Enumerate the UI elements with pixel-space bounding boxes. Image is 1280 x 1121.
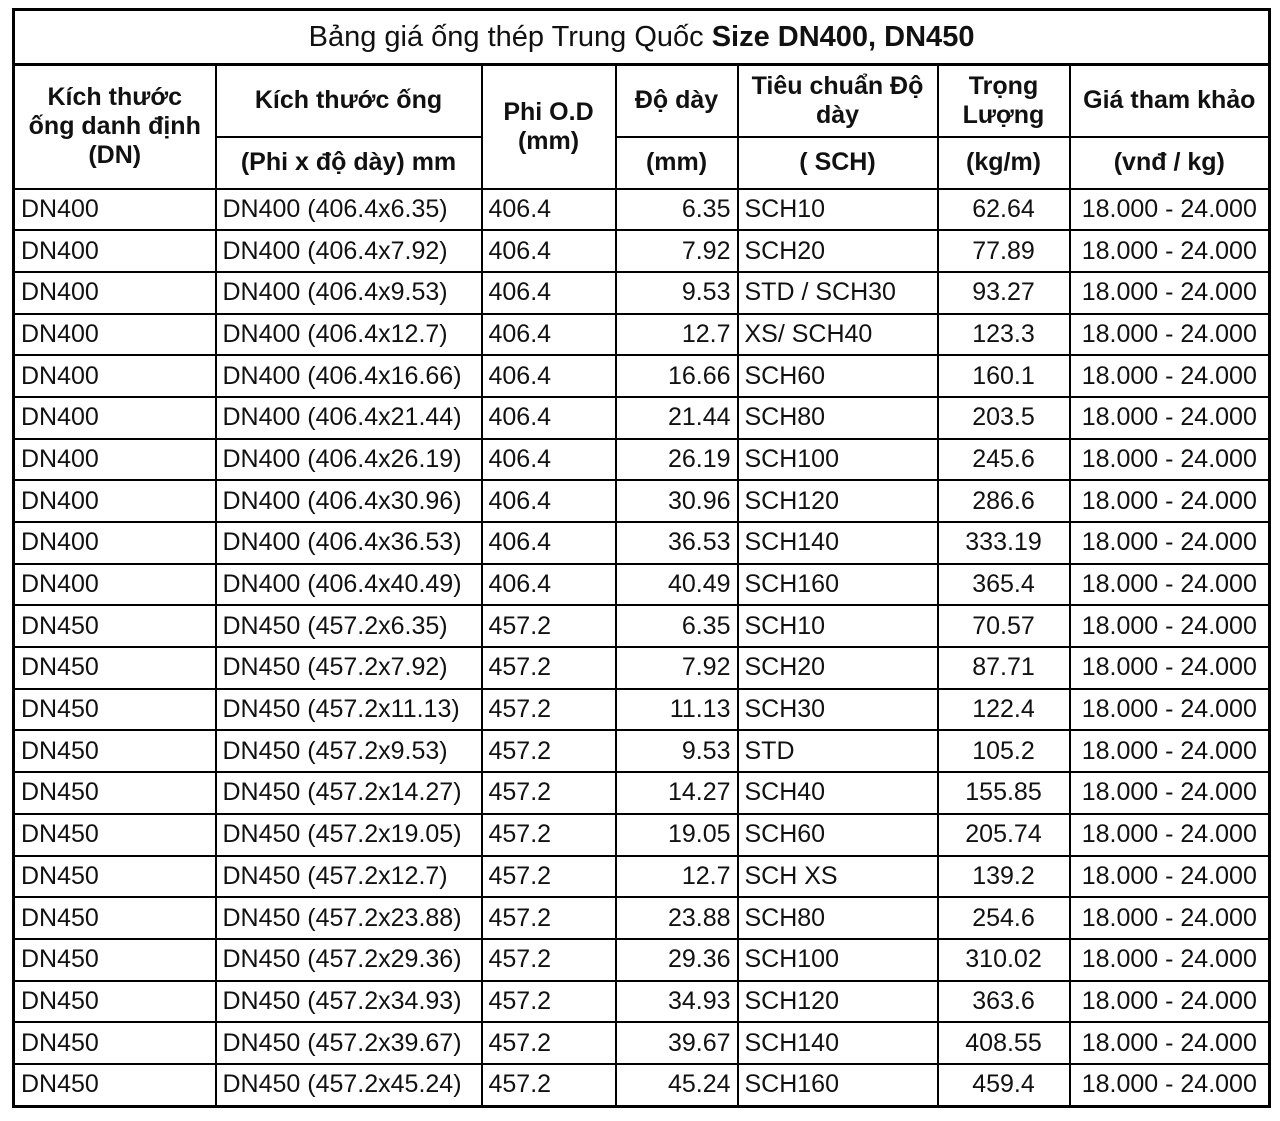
cell-price: 18.000 - 24.000 [1070,939,1270,981]
header-price: Giá tham khảo [1070,65,1270,137]
cell-od: 457.2 [482,939,616,981]
cell-weight: 62.64 [938,189,1070,231]
cell-dn: DN450 [14,939,216,981]
cell-price: 18.000 - 24.000 [1070,814,1270,856]
cell-sch: SCH140 [738,522,938,564]
cell-od: 457.2 [482,1022,616,1064]
cell-sch: SCH80 [738,397,938,439]
cell-thickness: 36.53 [616,522,738,564]
cell-od: 457.2 [482,605,616,647]
cell-dn: DN400 [14,439,216,481]
header-dn-line1: Kích thước [47,83,182,112]
cell-price: 18.000 - 24.000 [1070,230,1270,272]
cell-od: 457.2 [482,1064,616,1106]
cell-od: 457.2 [482,856,616,898]
table-row [14,605,1270,647]
cell-sch: SCH60 [738,814,938,856]
cell-od: 406.4 [482,439,616,481]
cell-dn: DN400 [14,480,216,522]
cell-price: 18.000 - 24.000 [1070,272,1270,314]
cell-weight: 365.4 [938,564,1070,606]
cell-size: DN450 (457.2x12.7) [216,856,482,898]
cell-price: 18.000 - 24.000 [1070,730,1270,772]
cell-sch: SCH100 [738,439,938,481]
cell-size: DN400 (406.4x40.49) [216,564,482,606]
cell-price: 18.000 - 24.000 [1070,772,1270,814]
table-row [14,355,1270,397]
cell-od: 457.2 [482,814,616,856]
cell-sch: XS/ SCH40 [738,314,938,356]
cell-price: 18.000 - 24.000 [1070,1022,1270,1064]
cell-size: DN400 (406.4x16.66) [216,355,482,397]
cell-weight: 254.6 [938,897,1070,939]
header-size: Kích thước ống [216,65,482,137]
cell-dn: DN450 [14,981,216,1023]
table-row [14,647,1270,689]
cell-price: 18.000 - 24.000 [1070,647,1270,689]
header-sch-line1: Tiêu chuẩn Độ [751,71,924,100]
cell-sch: SCH120 [738,981,938,1023]
table-row [14,772,1270,814]
cell-weight: 123.3 [938,314,1070,356]
cell-sch: SCH160 [738,1064,938,1106]
header-dn [14,65,216,189]
cell-price: 18.000 - 24.000 [1070,856,1270,898]
cell-weight: 122.4 [938,689,1070,731]
cell-price: 18.000 - 24.000 [1070,480,1270,522]
cell-sch: SCH60 [738,355,938,397]
table-row [14,1064,1270,1106]
cell-dn: DN400 [14,272,216,314]
cell-size: DN450 (457.2x45.24) [216,1064,482,1106]
cell-sch: SCH30 [738,689,938,731]
cell-weight: 363.6 [938,981,1070,1023]
cell-dn: DN450 [14,856,216,898]
cell-thickness: 12.7 [616,856,738,898]
cell-dn: DN450 [14,605,216,647]
cell-thickness: 11.13 [616,689,738,731]
cell-size: DN450 (457.2x34.93) [216,981,482,1023]
table-row [14,230,1270,272]
cell-weight: 77.89 [938,230,1070,272]
cell-thickness: 6.35 [616,605,738,647]
cell-thickness: 7.92 [616,647,738,689]
header-od [482,65,616,189]
cell-price: 18.000 - 24.000 [1070,314,1270,356]
cell-weight: 105.2 [938,730,1070,772]
cell-sch: SCH20 [738,230,938,272]
cell-weight: 203.5 [938,397,1070,439]
table-row [14,814,1270,856]
table-row [14,439,1270,481]
cell-price: 18.000 - 24.000 [1070,522,1270,564]
cell-thickness: 12.7 [616,314,738,356]
cell-od: 406.4 [482,230,616,272]
cell-size: DN400 (406.4x9.53) [216,272,482,314]
table-row [14,564,1270,606]
cell-dn: DN400 [14,189,216,231]
cell-od: 457.2 [482,772,616,814]
cell-thickness: 23.88 [616,897,738,939]
cell-dn: DN450 [14,1022,216,1064]
table-row [14,480,1270,522]
cell-od: 406.4 [482,355,616,397]
cell-dn: DN450 [14,1064,216,1106]
header-thickness: Độ dày [616,65,738,137]
cell-weight: 70.57 [938,605,1070,647]
cell-weight: 286.6 [938,480,1070,522]
header-size-unit: (Phi x độ dày) mm [216,137,482,189]
cell-weight: 205.74 [938,814,1070,856]
table-row [14,689,1270,731]
cell-sch: STD / SCH30 [738,272,938,314]
cell-price: 18.000 - 24.000 [1070,439,1270,481]
cell-sch: SCH120 [738,480,938,522]
cell-weight: 408.55 [938,1022,1070,1064]
cell-weight: 245.6 [938,439,1070,481]
table-row [14,730,1270,772]
table-row [14,1022,1270,1064]
cell-price: 18.000 - 24.000 [1070,564,1270,606]
cell-thickness: 7.92 [616,230,738,272]
cell-sch: SCH160 [738,564,938,606]
cell-sch: SCH80 [738,897,938,939]
cell-weight: 459.4 [938,1064,1070,1106]
cell-price: 18.000 - 24.000 [1070,981,1270,1023]
cell-weight: 160.1 [938,355,1070,397]
cell-dn: DN400 [14,564,216,606]
cell-thickness: 9.53 [616,730,738,772]
header-price-unit: (vnđ / kg) [1070,137,1270,189]
cell-sch: SCH10 [738,605,938,647]
cell-weight: 333.19 [938,522,1070,564]
cell-od: 457.2 [482,689,616,731]
cell-dn: DN400 [14,355,216,397]
cell-price: 18.000 - 24.000 [1070,355,1270,397]
table-title [14,10,1270,65]
cell-od: 457.2 [482,897,616,939]
cell-thickness: 34.93 [616,981,738,1023]
cell-size: DN400 (406.4x6.35) [216,189,482,231]
cell-od: 406.4 [482,272,616,314]
cell-thickness: 21.44 [616,397,738,439]
cell-sch: SCH40 [738,772,938,814]
cell-od: 406.4 [482,564,616,606]
header-sch [738,65,938,137]
cell-dn: DN450 [14,689,216,731]
header-od-line2: (mm) [517,126,580,155]
cell-od: 406.4 [482,314,616,356]
cell-dn: DN400 [14,397,216,439]
cell-dn: DN450 [14,730,216,772]
table-row [14,272,1270,314]
cell-thickness: 6.35 [616,189,738,231]
table-title-bold: Size DN400, DN450 [711,20,975,53]
cell-thickness: 39.67 [616,1022,738,1064]
cell-price: 18.000 - 24.000 [1070,689,1270,731]
cell-thickness: 16.66 [616,355,738,397]
cell-od: 457.2 [482,730,616,772]
price-table-container [12,8,1268,1108]
cell-size: DN450 (457.2x19.05) [216,814,482,856]
cell-od: 406.4 [482,522,616,564]
cell-size: DN450 (457.2x6.35) [216,605,482,647]
table-row [14,522,1270,564]
cell-size: DN400 (406.4x21.44) [216,397,482,439]
cell-size: DN400 (406.4x12.7) [216,314,482,356]
cell-thickness: 14.27 [616,772,738,814]
header-thickness-unit: (mm) [616,137,738,189]
cell-dn: DN450 [14,772,216,814]
cell-size: DN400 (406.4x36.53) [216,522,482,564]
cell-size: DN450 (457.2x39.67) [216,1022,482,1064]
header-weight-unit: (kg/m) [938,137,1070,189]
cell-thickness: 19.05 [616,814,738,856]
header-sch-line2: dày [815,100,860,129]
table-row [14,939,1270,981]
cell-od: 457.2 [482,647,616,689]
cell-thickness: 30.96 [616,480,738,522]
cell-thickness: 40.49 [616,564,738,606]
table-row [14,397,1270,439]
cell-weight: 155.85 [938,772,1070,814]
cell-dn: DN450 [14,814,216,856]
price-table [12,8,1271,1108]
cell-dn: DN450 [14,647,216,689]
cell-dn: DN400 [14,314,216,356]
cell-price: 18.000 - 24.000 [1070,897,1270,939]
cell-size: DN450 (457.2x29.36) [216,939,482,981]
cell-weight: 310.02 [938,939,1070,981]
cell-sch: SCH100 [738,939,938,981]
cell-size: DN450 (457.2x7.92) [216,647,482,689]
header-dn-line3: (DN) [88,141,142,170]
cell-thickness: 45.24 [616,1064,738,1106]
cell-od: 457.2 [482,981,616,1023]
cell-sch: SCH10 [738,189,938,231]
cell-price: 18.000 - 24.000 [1070,1064,1270,1106]
cell-price: 18.000 - 24.000 [1070,605,1270,647]
header-sch-unit: ( SCH) [738,137,938,189]
table-row [14,897,1270,939]
cell-weight: 87.71 [938,647,1070,689]
cell-sch: SCH XS [738,856,938,898]
cell-size: DN450 (457.2x23.88) [216,897,482,939]
cell-dn: DN400 [14,522,216,564]
cell-dn: DN450 [14,897,216,939]
cell-thickness: 9.53 [616,272,738,314]
header-weight-line2: Lượng [962,100,1045,129]
header-weight-line1: Trọng [968,71,1039,100]
table-row [14,189,1270,231]
cell-weight: 139.2 [938,856,1070,898]
table-row [14,981,1270,1023]
cell-size: DN450 (457.2x9.53) [216,730,482,772]
cell-od: 406.4 [482,480,616,522]
cell-size: DN400 (406.4x7.92) [216,230,482,272]
cell-price: 18.000 - 24.000 [1070,397,1270,439]
table-row [14,856,1270,898]
cell-od: 406.4 [482,189,616,231]
cell-size: DN400 (406.4x30.96) [216,480,482,522]
cell-size: DN400 (406.4x26.19) [216,439,482,481]
cell-thickness: 26.19 [616,439,738,481]
cell-size: DN450 (457.2x14.27) [216,772,482,814]
table-body [14,189,1270,1107]
cell-sch: STD [738,730,938,772]
cell-price: 18.000 - 24.000 [1070,189,1270,231]
header-weight [938,65,1070,137]
table-row [14,314,1270,356]
cell-weight: 93.27 [938,272,1070,314]
table-title-text: Bảng giá ống thép Trung Quốc [308,20,712,53]
cell-sch: SCH140 [738,1022,938,1064]
cell-dn: DN400 [14,230,216,272]
header-dn-line2: ống danh định [28,112,201,141]
cell-thickness: 29.36 [616,939,738,981]
cell-sch: SCH20 [738,647,938,689]
cell-od: 406.4 [482,397,616,439]
header-od-line1: Phi O.D [503,97,594,126]
cell-size: DN450 (457.2x11.13) [216,689,482,731]
